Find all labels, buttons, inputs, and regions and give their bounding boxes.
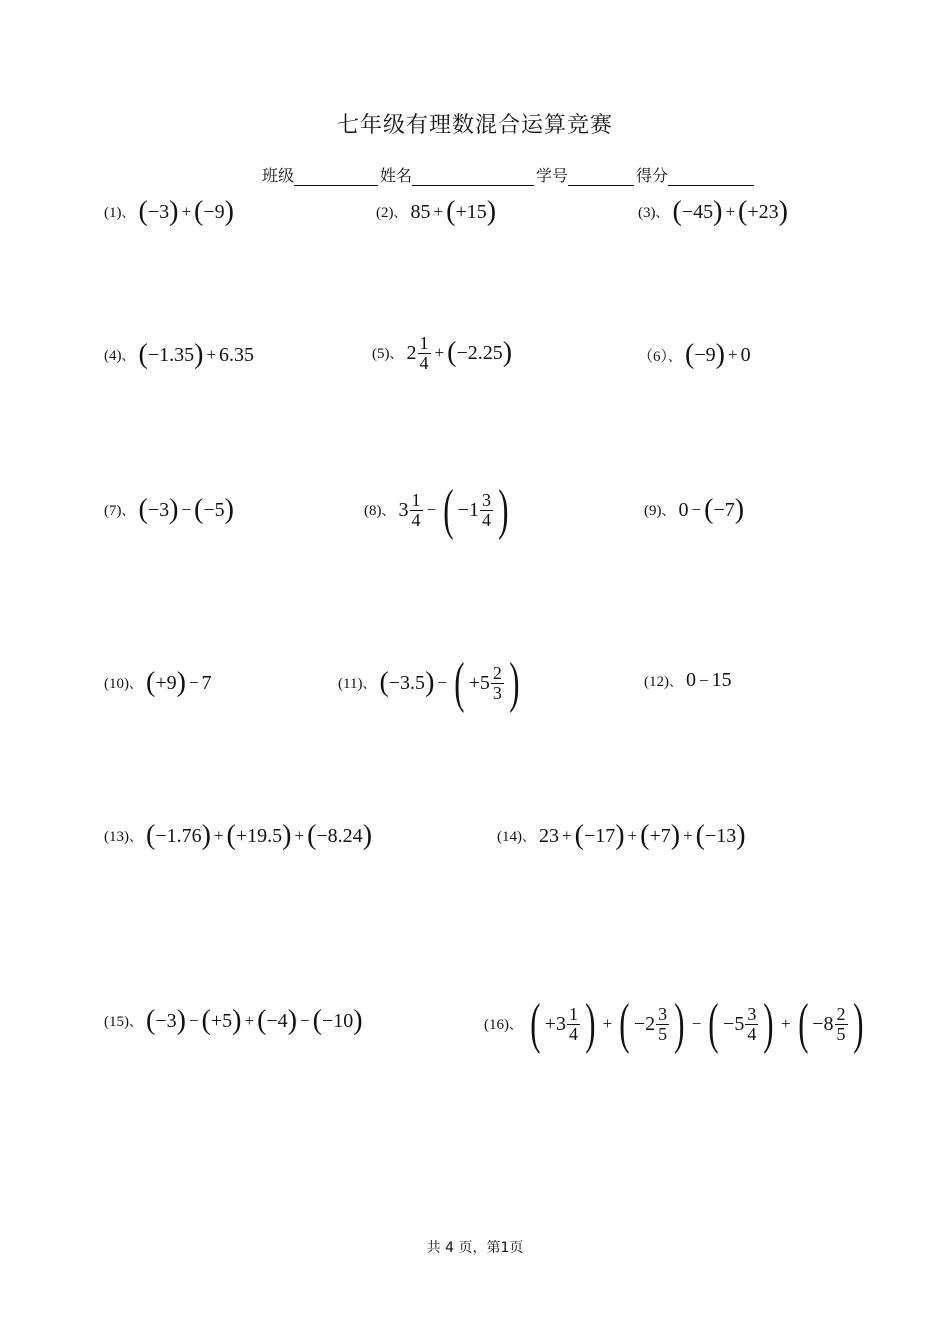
problem-number: (11)	[338, 676, 363, 692]
score-blank[interactable]	[668, 165, 754, 186]
problem-number: (15)	[104, 1014, 129, 1030]
problem-expression: 0 − ( −7 )	[678, 494, 745, 525]
problem-expression: ( −1.76 ) + ( +19.5 ) + ( −8.24 )	[146, 820, 373, 851]
problem-number: (10)	[104, 676, 129, 692]
id-label: 学号	[536, 166, 569, 185]
problem-expression: ( −1.35 ) + 6.35	[138, 339, 255, 370]
problem-expression: ( −3 ) − ( +5 ) + ( −4 ) − ( −10 )	[146, 1005, 363, 1036]
problem-expression: 0 − 15	[686, 669, 732, 691]
problem-5: (5)、 2 $\frac{1}{4}$ + ( −2.25 )	[372, 333, 513, 373]
problem-11: (11)、 ( −3.5 ) − ( +5 $\frac{2}{3}$ )	[338, 655, 524, 711]
problem-number: (8)	[364, 503, 382, 519]
problem-4: (4)、 ( −1.35 ) + 6.35	[104, 339, 255, 370]
name-blank[interactable]	[412, 165, 534, 186]
problem-number: (4)	[104, 348, 122, 364]
problem-14: (14)、 23 + ( −17 ) + ( +7 ) + ( −13 )	[497, 820, 746, 851]
class-blank[interactable]	[294, 165, 378, 186]
problem-10: (10)、 ( +9 ) − 7	[104, 667, 212, 698]
problem-16: (16)、 ( +3 $\frac{1}{4}$ ) + ( −2 $\frac{3}{5}$ ) − ( −5 $\frac{3}{4}$ ) + ( −8 $\frac{2}{5}$ )	[484, 996, 867, 1052]
name-label: 姓名	[380, 166, 413, 185]
problem-2: (2)、 85 + ( +15 )	[376, 196, 497, 227]
problem-expression: ( +9 ) − 7	[146, 667, 212, 698]
problem-8: (8)、 3 $\frac{1}{4}$ − ( −1 $\frac{3}{4}$ )	[364, 482, 513, 538]
problem-number: (13)	[104, 829, 129, 845]
student-info-line	[262, 163, 756, 186]
problem-13: (13)、 ( −1.76 ) + ( +19.5 ) + ( −8.24 )	[104, 820, 373, 851]
problem-expression: 85 + ( +15 )	[410, 196, 497, 227]
problem-12: (12)、 0 − 15	[644, 669, 732, 691]
problem-number: (16)	[484, 1017, 509, 1033]
problem-7: (7)、 ( −3 ) − ( −5 )	[104, 494, 234, 525]
problem-9: (9)、 0 − ( −7 )	[644, 494, 745, 525]
problem-expression: ( −3 ) + ( −9 )	[138, 196, 234, 227]
problem-number: (5)	[372, 346, 390, 363]
problem-expression: 3 $\frac{1}{4}$ − ( −1 $\frac{3}{4}$ )	[398, 479, 509, 541]
problem-expression: ( +3 $\frac{1}{4}$ ) + ( −2 $\frac{3}{5}$ ) − ( −5 $\frac{3}{4}$ ) + ( −8 $\frac{2}{5}$ )	[530, 993, 863, 1055]
problem-number: （6）	[638, 348, 669, 365]
problem-number: (2)	[376, 205, 394, 221]
problem-number: (7)	[104, 503, 122, 519]
problem-expression: 23 + ( −17 ) + ( +7 ) + ( −13 )	[539, 820, 746, 851]
problem-expression: ( −3.5 ) − ( +5 $\frac{2}{3}$ )	[379, 652, 520, 714]
class-label: 班级	[262, 166, 295, 185]
problem-number: (14)	[497, 829, 522, 845]
problem-number: (3)	[638, 205, 656, 221]
score-label: 得分	[636, 166, 669, 185]
problem-number: (1)	[104, 205, 122, 221]
problem-1: (1)、 ( −3 ) + ( −9 )	[104, 196, 234, 227]
problem-number: (9)	[644, 503, 662, 519]
id-blank[interactable]	[568, 165, 634, 186]
problem-expression: 2 $\frac{1}{4}$ + ( −2.25 )	[406, 333, 513, 373]
problem-expression: ( −3 ) − ( −5 )	[138, 494, 234, 525]
problem-6: （6）、 ( −9 ) + 0	[638, 339, 751, 370]
problem-3: (3)、 ( −45 ) + ( +23 )	[638, 196, 788, 227]
problem-expression: ( −9 ) + 0	[685, 339, 751, 370]
problem-number: (12)	[644, 673, 669, 690]
page-footer: 共 4 页，第1页	[426, 1240, 524, 1256]
page-title: 七年级有理数混合运算竞赛	[336, 113, 613, 138]
problem-expression: ( −45 ) + ( +23 )	[672, 196, 788, 227]
problem-15: (15)、 ( −3 ) − ( +5 ) + ( −4 ) − ( −10 )	[104, 1005, 363, 1036]
